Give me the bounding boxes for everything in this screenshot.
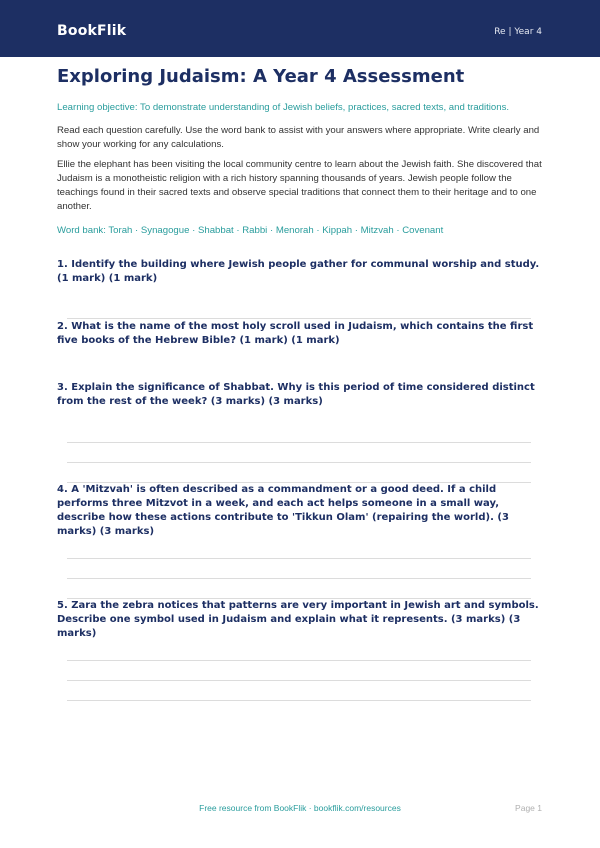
word-bank: Word bank: Torah · Synagogue · Shabbat · Rabbi · Menorah · Kippah · Mitzvah · Covenant [57,225,444,236]
brand-logo: BookFlik [57,23,127,39]
page-header [0,0,600,57]
answer-line[interactable] [67,700,531,701]
question-1: 1. Identify the building where Jewish people gather for communal worship and study. (1 mark) (1 mark) [57,259,540,284]
answer-line[interactable] [67,442,531,443]
answer-line[interactable] [67,578,531,579]
question-3: 3. Explain the significance of Shabbat. Why is this period of time considered distinct from the rest of the week? (3 marks) (3 marks) [57,382,535,407]
question-4: 4. A 'Mitzvah' is often described as a commandment or a good deed. If a child performs three Mitzvot in a week, and each act helps someone in a small way, describe how these actions contribute to 'Tikkun Olam' (repairing the world). (3 marks) (3 marks) [57,484,509,537]
header-meta: Re | Year 4 [494,27,542,37]
answer-line[interactable] [67,318,531,319]
instructions: Read each question carefully. Use the word bank to assist with your answers where appropriate. Write clearly and show your working for any calculations. [57,125,540,150]
answer-line[interactable] [67,462,531,463]
page-title: Exploring Judaism: A Year 4 Assessment [57,66,465,87]
question-2: 2. What is the name of the most holy scroll used in Judaism, which contains the first five books of the Hebrew Bible? (1 mark) (1 mark) [57,321,534,346]
question-5: 5. Zara the zebra notices that patterns are very important in Jewish art and symbols. Describe one symbol used in Judaism and explain what it represents. (3 marks) (3 marks) [57,600,539,639]
learning-objective: Learning objective: To demonstrate understanding of Jewish beliefs, practices, sacred texts, and traditions. [57,102,510,113]
footer-resource: Free resource from BookFlik · bookflik.com/resources [199,803,401,813]
answer-line[interactable] [67,660,531,661]
intro-paragraph: Ellie the elephant has been visiting the local community centre to learn about the Jewish faith. She discovered that Judaism is a monotheistic religion with a rich history spanning thousands of years. Jewish people follow the teachings found in their sacred texts and observe special traditions that connect them to their heritage and to one another. [57,159,542,212]
answer-line[interactable] [67,680,531,681]
page-number: Page 1 [515,803,542,813]
intro-section [57,66,543,237]
answer-line[interactable] [67,558,531,559]
